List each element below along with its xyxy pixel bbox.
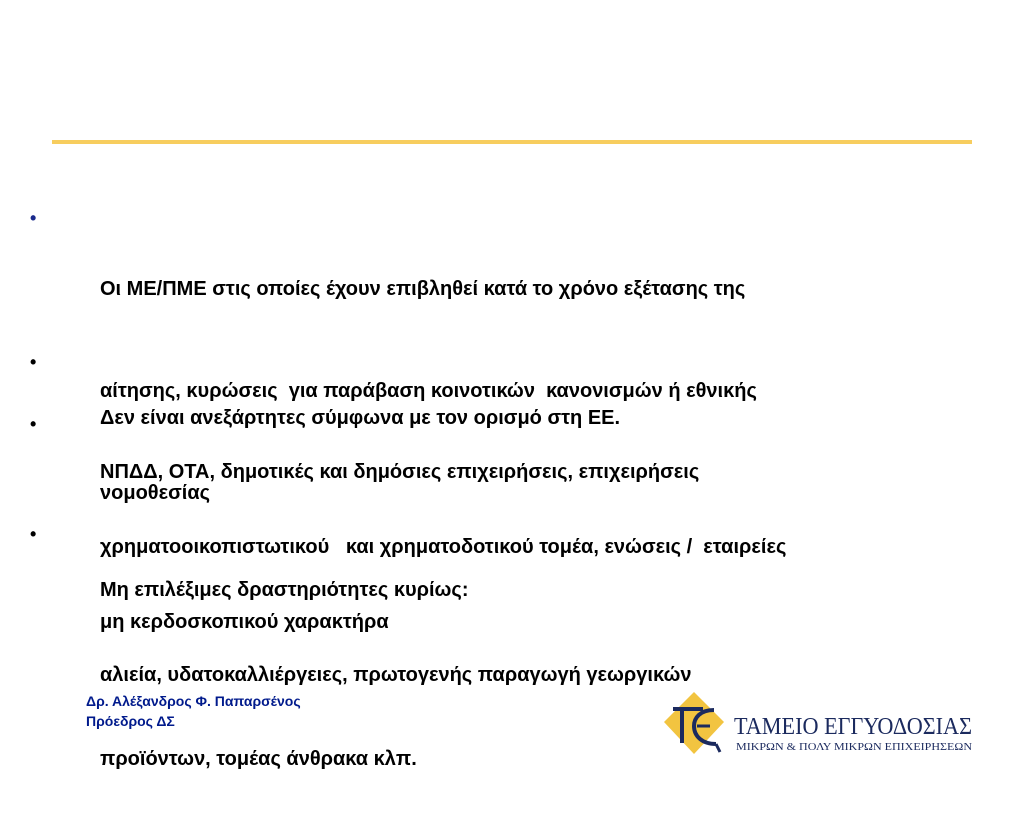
bullet-line: Οι ΜΕ/ΠΜΕ στις οποίες έχουν επιβληθεί κατά το χρόνο εξέτασης της (100, 278, 746, 300)
bullet-text (100, 520, 691, 828)
bullet-marker: • (30, 414, 37, 434)
bullet-line: Δεν είναι ανεξάρτητες σύμφωνα με τον ορισμό στη ΕΕ. (100, 407, 621, 429)
bullet-line: ΝΠΔΔ, ΟΤΑ, δημοτικές και δημόσιες επιχειρήσεις, επιχειρήσεις (100, 461, 700, 483)
bullet-line: νομοθεσίας (100, 482, 211, 504)
author-title: Πρόεδρος ΔΣ (86, 713, 175, 729)
bullet-line: μη κερδοσκοπικού χαρακτήρα (100, 611, 389, 633)
logo-emblem-icon (664, 692, 724, 754)
author-name: Δρ. Αλέξανδρος Φ. Παπαρσένος (86, 693, 301, 709)
footer-author (86, 691, 301, 731)
fund-logo (664, 692, 976, 758)
bullet-line: Μη επιλέξιμες δραστηριότητες κυρίως: (100, 579, 469, 601)
bullet-marker: • (30, 208, 37, 228)
logo-title: ΤΑΜΕΙΟ ΕΓΓΥΟΔΟΣΙΑΣ (734, 714, 972, 740)
bullet-line: χρηματοοικοπιστωτικού και χρηματοδοτικού τομέα, ενώσεις / εταιρείες (100, 536, 787, 558)
bullet-marker: • (30, 524, 37, 544)
bullet-line: προϊόντων, τομέας άνθρακα κλπ. (100, 748, 417, 770)
bullet-line: αίτησης, κυρώσεις για παράβαση κοινοτικών κανονισμών ή εθνικής (100, 380, 757, 402)
bullet-line: αλιεία, υδατοκαλλιέργειες, πρωτογενής παραγωγή γεωργικών (100, 664, 692, 686)
logo-subtitle: ΜΙΚΡΩΝ & ΠΟΛΥ ΜΙΚΡΩΝ ΕΠΙΧΕΙΡΗΣΕΩΝ (736, 742, 972, 753)
bullet-marker: • (30, 352, 37, 372)
